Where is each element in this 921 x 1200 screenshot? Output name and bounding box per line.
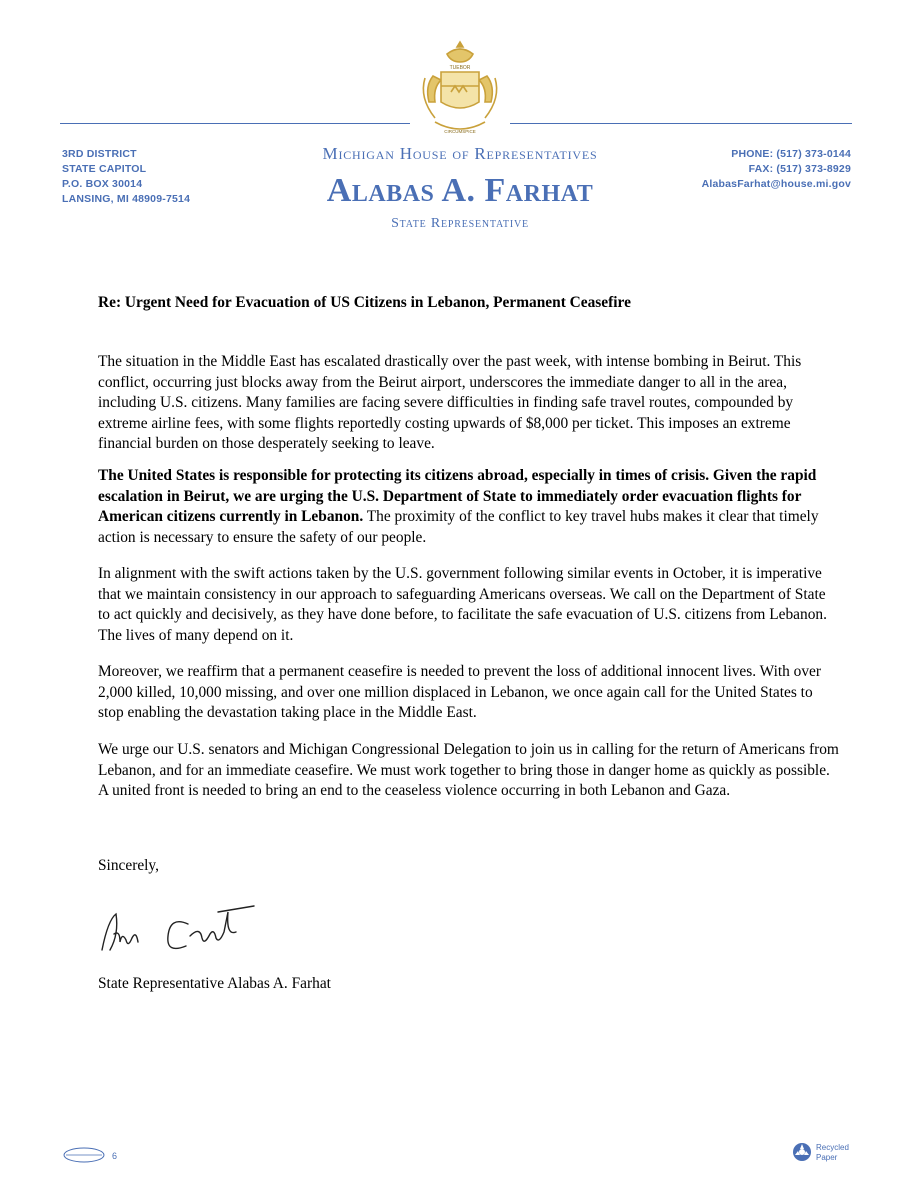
letter-subject: Re: Urgent Need for Evacuation of US Citizens in Lebanon, Permanent Ceasefire [98,294,631,311]
email-link[interactable]: AlabasFarhat@house.mi.gov [701,178,851,190]
paragraph-2-rest: The proximity of the conflict to key travel hubs makes it clear that timely action is necessary to ensure the safety of our people. [98,508,819,546]
paragraph-5 [98,740,840,802]
header-divider-right [510,123,852,124]
closing: Sincerely, [98,857,159,874]
header-divider-left [60,123,410,124]
signature-name: State Representative Alabas A. Farhat [98,975,331,992]
paragraph-1-text: The situation in the Middle East has escalated drastically over the past week, with intense bombing in Beirut. This conflict, occurring just blocks away from the Beirut airport, underscores the immediate danger to all in the area, including U.S. citizens. Many families are facing severe difficulties in finding safe travel routes, compounded by extreme airline fees, with some flights reportedly costing upwards of $8,000 per ticket. This imposes an extreme financial burden on those desperately seeking to leave. [98,353,802,453]
michigan-seal-icon [405,38,515,138]
paragraph-1 [98,352,840,455]
recycled-paper-mark [792,1142,864,1168]
contact-info [702,147,851,192]
paragraph-4 [98,662,840,724]
seal-motto-tuebor: TUEBOR [449,65,471,71]
address-line: LANSING, MI 48909-7514 [62,193,191,205]
paragraph-4-text: Moreover, we reaffirm that a permanent ceasefire is needed to prevent the loss of additional innocent lives. With over 2,000 killed, 10,000 missing, and over one million displaced in Lebanon, we once again call for the United States to stop enabling the devastation taking place in the Middle East. [98,663,822,722]
phone-line: PHONE: (517) 373-0144 [731,148,851,160]
recycle-icon [792,1142,812,1162]
fax-line: FAX: (517) 373-8929 [748,163,851,175]
address-line: P.O. BOX 30014 [62,178,143,190]
house-name: Michigan House of Representatives [322,144,598,163]
signature-image [98,898,298,958]
office-address [62,147,190,207]
recycled-label: Recycled Paper [816,1143,849,1162]
seal-motto-circumspice: CIRCUMSPICE [444,129,476,134]
paragraph-3-text: In alignment with the swift actions taken by the U.S. government following similar events in October, it is imperative that we maintain consistency in our approach to safeguarding Americans overseas. We call on the Department of State to act quickly and decisively, as they have done before, to facilitate the safe evacuation of U.S. citizens from Lebanon. The lives of many depend on it. [98,565,827,644]
paragraph-2-bold: The United States is responsible for protecting its citizens abroad, especially in times of crisis. Given the rapid escalation in Beirut, we are urging the U.S. Department of State to immediately order evacuation flights for American citizens currently in Lebanon. [98,467,817,526]
union-label-icon [62,1145,122,1165]
representative-name: Alabas A. Farhat [326,172,594,209]
representative-title: State Representative [391,216,529,231]
paragraph-5-text: We urge our U.S. senators and Michigan Congressional Delegation to join us in calling for the return of Americans from Lebanon, and for an immediate ceasefire. We must work together to bring those in danger home as quickly as possible. A united front is needed to bring an end to the ceaseless violence occurring in both Lebanon and Gaza. [98,741,839,800]
address-line: STATE CAPITOL [62,163,147,175]
paragraph-2 [98,466,840,548]
address-line: 3RD DISTRICT [62,148,137,160]
paragraph-3 [98,564,840,646]
union-mark-number: 6 [112,1151,118,1161]
